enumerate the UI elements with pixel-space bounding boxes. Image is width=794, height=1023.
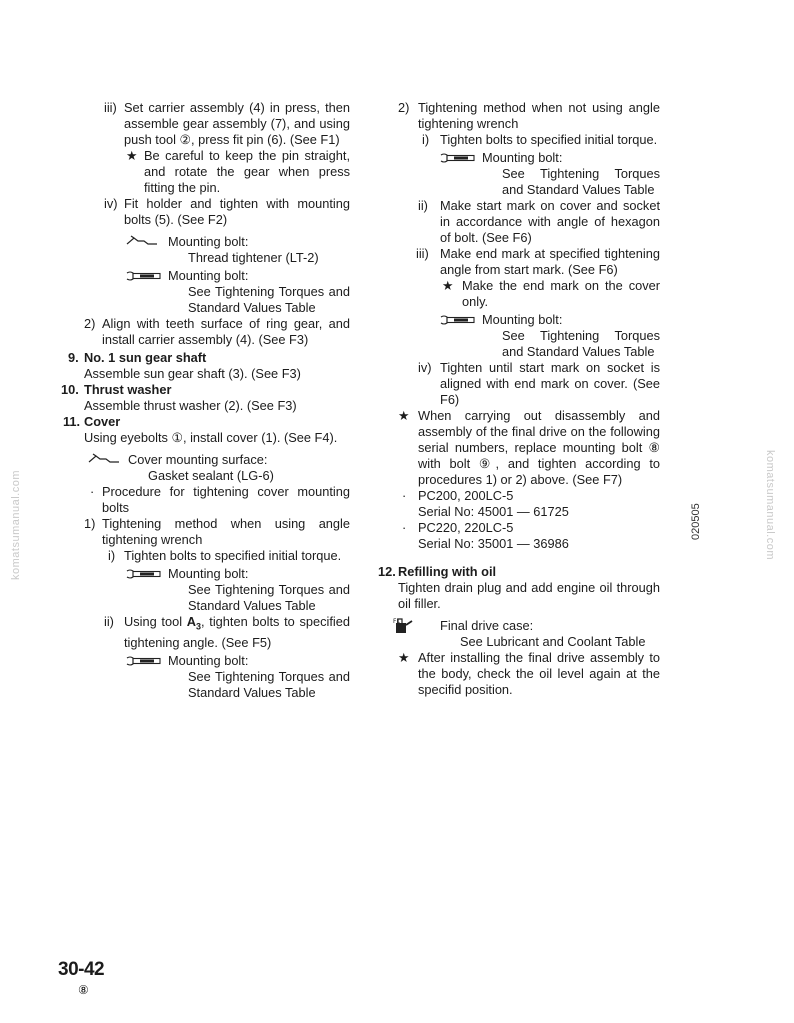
method-2-label: 2)	[398, 100, 410, 115]
method-1-i-torque-spec	[60, 566, 350, 614]
method-1-ii-torque-spec	[60, 653, 350, 701]
model-pc200	[378, 488, 660, 520]
method-2-iii-text: Make end mark at specified tightening angle from start mark. (See F6)	[440, 246, 660, 277]
right-column	[378, 100, 660, 698]
section-9	[60, 350, 350, 382]
star-icon: ★	[398, 408, 410, 423]
section-11	[60, 414, 350, 446]
section-11-number: 11.	[63, 414, 81, 429]
method-2-i-torque-spec	[378, 150, 660, 198]
bullet-dot: ·	[402, 520, 407, 535]
revision-mark: ⑧	[78, 983, 89, 997]
torque-wrench-icon	[126, 655, 162, 667]
section-9-heading	[60, 350, 350, 366]
step-iii	[60, 100, 350, 148]
procedure-bullet	[60, 484, 350, 516]
star-icon: ★	[398, 650, 410, 665]
cover-sealant-value: Gasket sealant (LG-6)	[148, 468, 274, 483]
left-column	[60, 100, 350, 701]
cover-sealant-title: Cover mounting surface:	[128, 452, 268, 467]
method-2-iii-label: iii)	[416, 246, 429, 261]
method-2-text: Tightening method when not using angle tightening wrench	[418, 100, 660, 131]
method-2-ii	[378, 198, 660, 246]
section-12-note	[378, 650, 660, 698]
step-2-label: 2)	[84, 316, 96, 331]
method-1-ii-text: Using tool $A_3$, tighten bolts to specified tightening angle. (See F5)	[124, 614, 350, 650]
method-2-iii	[378, 246, 660, 278]
method-2-ii-label: ii)	[418, 198, 428, 213]
step-iv	[60, 196, 350, 228]
method-1-i-label: i)	[108, 548, 116, 563]
section-12-title: Refilling with oil	[398, 564, 497, 579]
step-iii-label: iii)	[104, 100, 117, 115]
section-10-text: Assemble thrust washer (2). (See F3)	[84, 398, 297, 413]
section-12-number: 12.	[378, 564, 396, 579]
method-2-i-spec-value: See Tightening Torques and Standard Values Table	[502, 166, 660, 197]
step-2-text: Align with teeth surface of ring gear, and install carrier assembly (4). (See F3)	[102, 316, 350, 347]
method-2-iii-torque-spec	[378, 312, 660, 360]
method-2-iv-label: iv)	[418, 360, 432, 375]
method-2-i-spec-title: Mounting bolt:	[482, 150, 563, 165]
oil-can-icon	[392, 617, 414, 635]
section-10-heading	[60, 382, 350, 398]
method-2-i-label: i)	[422, 132, 430, 147]
oil-spec-title: Final drive case:	[440, 618, 534, 633]
model-pc220	[378, 520, 660, 552]
model-pc200-serial: Serial No: 45001 — 61725	[418, 504, 569, 519]
sealant-spec	[60, 234, 350, 266]
star-icon: ★	[442, 278, 454, 293]
method-1-ii	[60, 614, 350, 651]
method-1-text: Tightening method when using angle tightening wrench	[102, 516, 350, 547]
step-2-align	[60, 316, 350, 348]
oil-spec-value: See Lubricant and Coolant Table	[460, 634, 646, 649]
method-1-i-spec-title: Mounting bolt:	[168, 566, 249, 581]
section-12-note-text: After installing the final drive assembly to the body, check the oil level again at the specifid position.	[418, 650, 660, 697]
method-1-i-text: Tighten bolts to specified initial torque.	[124, 548, 342, 563]
procedure-text: Procedure for tightening cover mounting bolts	[102, 484, 350, 515]
method-2	[378, 100, 660, 132]
model-pc220-serial: Serial No: 35001 — 36986	[418, 536, 569, 551]
torque-spec-title: Mounting bolt:	[168, 268, 249, 283]
section-9-text: Assemble sun gear shaft (3). (See F3)	[84, 366, 301, 381]
method-2-iii-spec-title: Mounting bolt:	[482, 312, 563, 327]
torque-wrench-icon	[440, 314, 476, 326]
torque-spec-value: See Tightening Torques and Standard Values Table	[188, 284, 350, 315]
torque-spec	[60, 268, 350, 316]
bullet-dot: ·	[402, 488, 407, 503]
section-10-title: Thrust washer	[84, 382, 172, 397]
method-1	[60, 516, 350, 548]
serial-note-text: When carrying out disassembly and assembly of the final drive on the following serial numbers, replace mounting bolt ⑧ with bolt ⑨, and tighten according to procedures 1) or 2) above. (See F7)	[418, 408, 660, 487]
bullet-dot: ·	[90, 484, 95, 499]
serial-note	[378, 408, 660, 488]
method-1-ii-spec-value: See Tightening Torques and Standard Values Table	[188, 668, 350, 700]
method-2-i	[378, 132, 660, 148]
section-10-number: 10.	[61, 382, 79, 397]
section-12	[378, 564, 660, 612]
section-9-number: 9.	[68, 350, 79, 365]
method-2-i-text: Tighten bolts to specified initial torque.	[440, 132, 658, 147]
section-12-heading	[378, 564, 660, 580]
method-1-i	[60, 548, 350, 564]
method-2-iii-note-text: Make the end mark on the cover only.	[462, 278, 660, 309]
torque-wrench-icon	[126, 568, 162, 580]
method-2-iii-note	[378, 278, 660, 310]
torque-wrench-icon	[440, 152, 476, 164]
sealant-icon	[88, 453, 120, 465]
figure-code: 020505	[690, 503, 702, 540]
section-11-title: Cover	[84, 414, 121, 429]
section-9-title: No. 1 sun gear shaft	[84, 350, 207, 365]
page-number: 30-42	[58, 959, 105, 980]
torque-wrench-icon	[126, 270, 162, 282]
model-pc220-name: PC220, 220LC-5	[418, 520, 514, 535]
method-1-ii-label: ii)	[104, 614, 114, 629]
method-1-ii-spec-title: Mounting bolt:	[168, 652, 249, 668]
tool-code: $A_3$	[186, 614, 202, 632]
cover-sealant-spec	[60, 452, 350, 484]
star-icon: ★	[126, 148, 138, 163]
section-11-heading	[60, 414, 350, 430]
step-iv-text: Fit holder and tighten with mounting bolts (5). (See F2)	[124, 196, 350, 227]
oil-spec	[378, 618, 660, 650]
method-2-ii-text: Make start mark on cover and socket in accordance with angle of hexagon of bolt. (See F6)	[440, 198, 660, 245]
section-10	[60, 382, 350, 414]
sealant-spec-value: Thread tightener (LT-2)	[188, 250, 319, 265]
model-pc200-name: PC200, 200LC-5	[418, 488, 514, 503]
sealant-icon	[126, 235, 158, 247]
sealant-spec-title: Mounting bolt:	[168, 234, 249, 249]
step-iii-note-text: Be careful to keep the pin straight, and rotate the gear when press fitting the pin.	[144, 148, 350, 195]
section-11-text: Using eyebolts ①, install cover (1). (See F4).	[84, 430, 338, 445]
method-2-iv-text: Tighten until start mark on socket is aligned with end mark on cover. (See F6)	[440, 360, 660, 407]
method-2-iii-spec-value: See Tightening Torques and Standard Values Table	[502, 328, 660, 359]
watermark-left: komatsumanual.com	[10, 470, 22, 580]
method-1-label: 1)	[84, 516, 96, 531]
step-iii-note	[60, 148, 350, 196]
section-12-text: Tighten drain plug and add engine oil through oil filler.	[398, 580, 660, 611]
method-1-i-spec-value: See Tightening Torques and Standard Values Table	[188, 582, 350, 613]
step-iii-text: Set carrier assembly (4) in press, then assemble gear assembly (7), and using push tool ②, press fit pin (6). (See F1)	[124, 100, 350, 147]
svg-text:FL: FL	[393, 618, 400, 625]
method-2-iv	[378, 360, 660, 408]
step-iv-label: iv)	[104, 196, 118, 211]
watermark-right: komatsumanual.com	[764, 450, 776, 560]
